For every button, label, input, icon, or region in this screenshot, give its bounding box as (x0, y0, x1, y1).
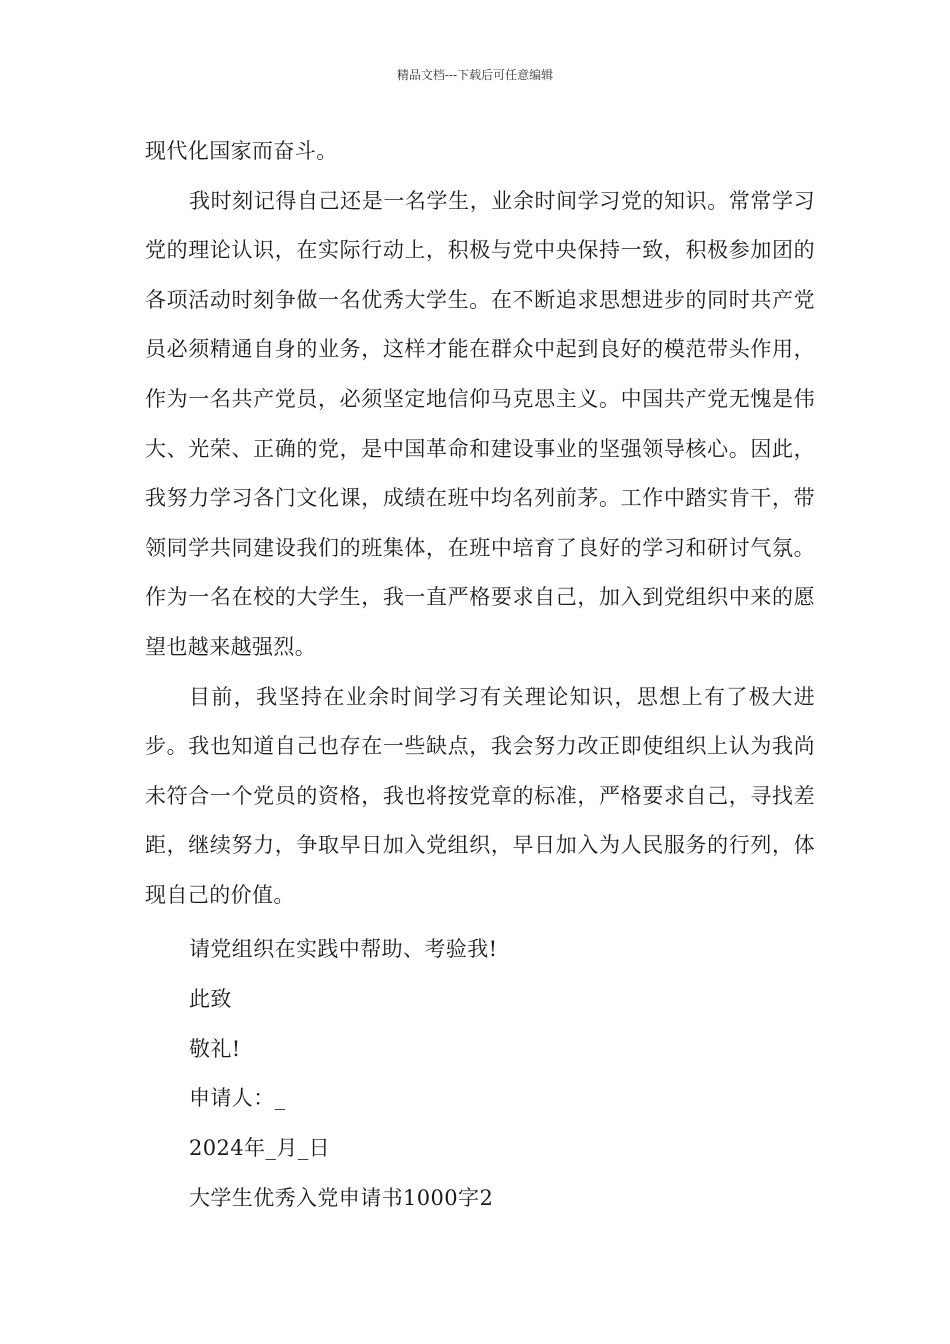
applicant-signature-line: 申请人：_ (189, 1086, 286, 1110)
document-body (145, 127, 815, 921)
closing-salute-line-2: 敬礼! (189, 1037, 241, 1061)
paragraph-1: 现代化国家而奋斗。 (145, 139, 338, 163)
closing-salute-line-1: 此致 (189, 987, 232, 1011)
page-header: 精品文档---下载后可任意编辑 (396, 68, 554, 82)
closing-request: 请党组织在实践中帮助、考验我! (189, 937, 498, 961)
next-section-title: 大学生优秀入党申请书1000字2 (189, 1186, 494, 1210)
paragraph-2: 我时刻记得自己还是一名学生，业余时间学习党的知识。常常学习党的理论认识，在实际行动上，积极与党中央保持一致，积极参加团的各项活动时刻争做一名优秀大学生。在不断追求思想进步的同时共产党员必须精通自身的业务，这样才能在群众中起到良好的模范带头作用，作为一名共产党员，必须坚定地信仰马克思主义。中国共产党无愧是伟大、光荣、正确的党，是中国革命和建设事业的坚强领导核心。因此，我努力学习各门文化课，成绩在班中均名列前茅。工作中踏实肯干，带领同学共同建设我们的班集体，在班中培育了良好的学习和研讨气氛。作为一名在校的大学生，我一直严格要求自己，加入到党组织中来的愿望也越来越强烈。 (145, 188, 815, 659)
paragraph-3: 目前，我坚持在业余时间学习有关理论知识，思想上有了极大进步。我也知道自己也存在一些缺点，我会努力改正即使组织上认为我尚未符合一个党员的资格，我也将按党章的标准，严格要求自己，寻找差距，继续努力，争取早日加入党组织，早日加入为人民服务的行列，体现自己的价值。 (145, 684, 815, 907)
date-line: 2024年_月_日 (189, 1136, 331, 1160)
